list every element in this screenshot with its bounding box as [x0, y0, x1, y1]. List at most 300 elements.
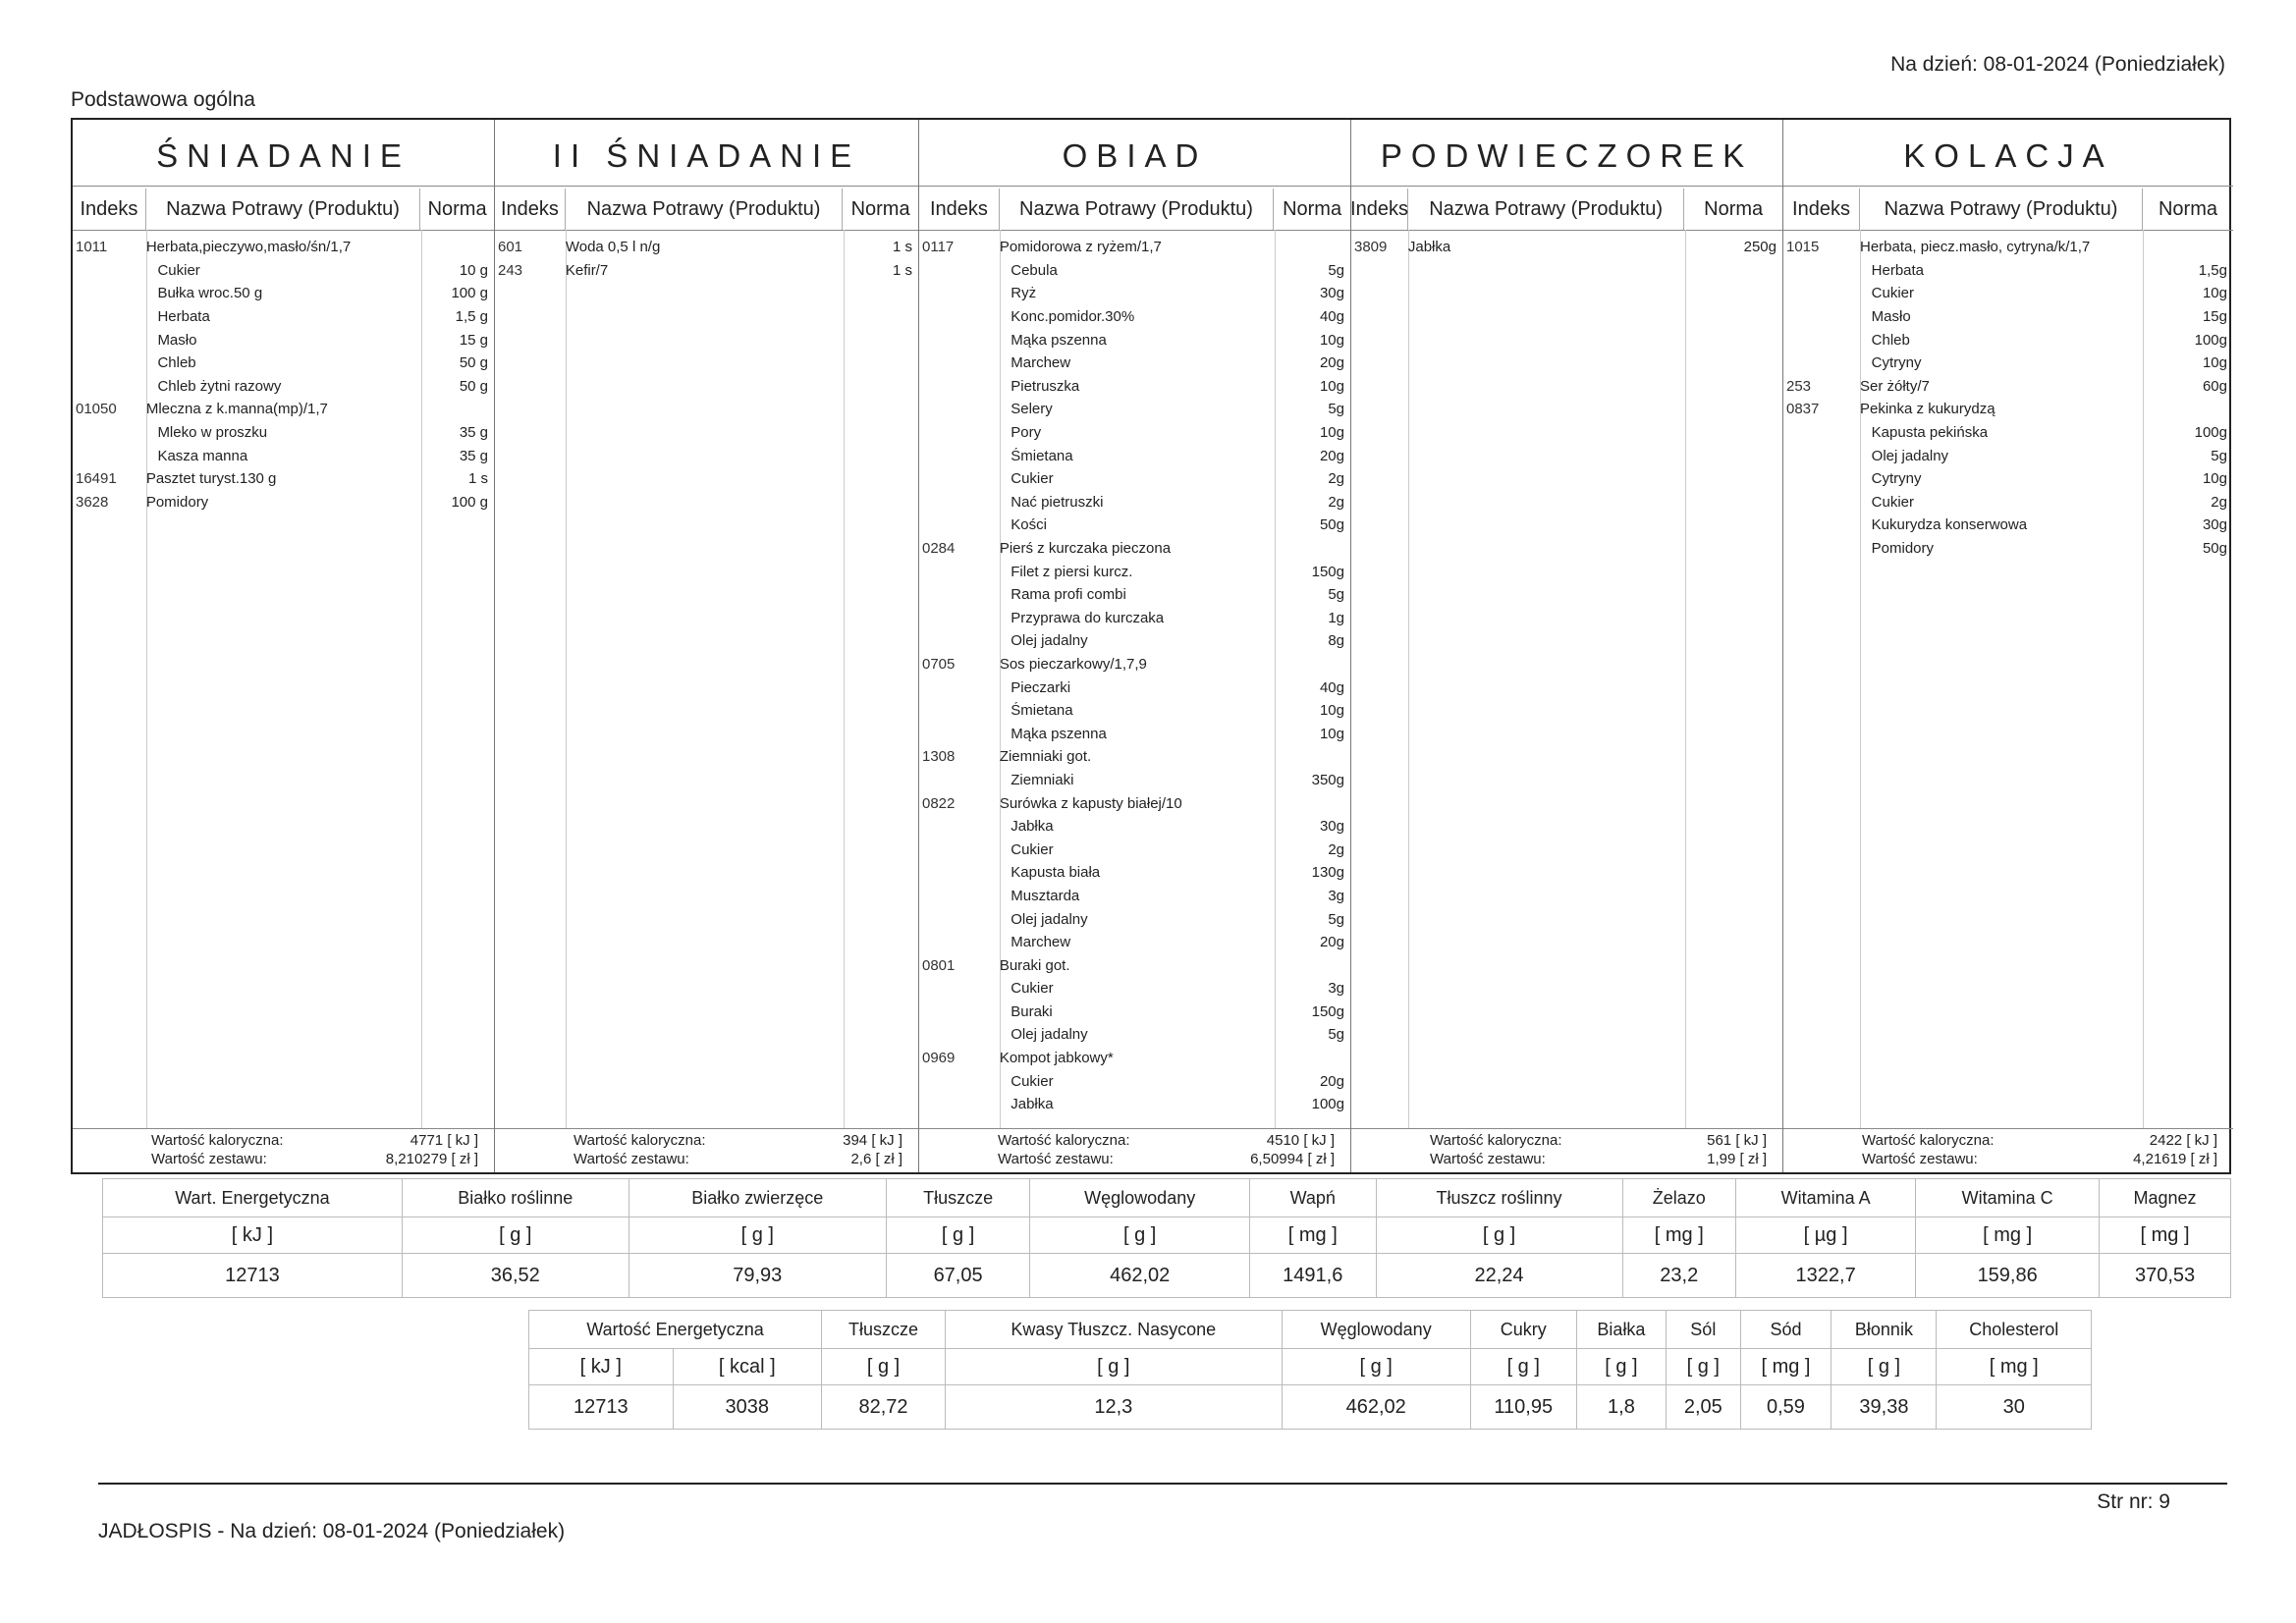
menu-row — [919, 514, 1350, 537]
column-headers — [73, 189, 494, 231]
menu-row — [1783, 444, 2233, 467]
ingredient-name: Kapusta biała — [1011, 864, 1101, 882]
nutrient-value: 0,59 — [1740, 1385, 1831, 1430]
meal-section — [1783, 120, 2233, 1172]
cost-value: 8,210279 [ zł ] — [385, 1151, 478, 1167]
nutrient-row — [529, 1349, 2092, 1385]
row-index: 1011 — [76, 239, 108, 256]
row-index: 243 — [498, 261, 523, 279]
menu-row — [73, 259, 494, 283]
menu-row — [919, 352, 1350, 375]
nutrient-row — [103, 1254, 2231, 1298]
column-header-index: Indeks — [1783, 189, 1860, 230]
energy-value: 394 [ kJ ] — [843, 1132, 902, 1149]
row-index: 01050 — [76, 401, 117, 418]
footer-rule — [98, 1483, 2227, 1485]
nutrient-unit: [ g ] — [945, 1349, 1282, 1385]
dish-name: Herbata,pieczywo,masło/śn/1,7 — [145, 239, 352, 256]
menu-row — [919, 861, 1350, 885]
nutrient-value: 1491,6 — [1249, 1254, 1376, 1298]
menu-row — [919, 1093, 1350, 1116]
ingredient-name: Cytryny — [1871, 354, 1922, 372]
row-norm: 20g — [1319, 1072, 1344, 1090]
nutrient-unit: [ g ] — [402, 1217, 629, 1254]
nutrient-value: 1,8 — [1576, 1385, 1666, 1430]
menu-row — [1783, 537, 2233, 561]
menu-row — [73, 305, 494, 329]
energy-value: 4771 [ kJ ] — [410, 1132, 478, 1149]
dish-name: Herbata, piecz.masło, cytryna/k/1,7 — [1860, 239, 2091, 256]
menu-row — [73, 444, 494, 467]
nutrient-label: Cholesterol — [1937, 1311, 2092, 1349]
energy-label: Wartość kaloryczna: — [1862, 1132, 1995, 1149]
energy-label: Wartość kaloryczna: — [574, 1132, 706, 1149]
column-divider — [844, 230, 845, 1129]
row-norm: 5g — [1328, 1026, 1344, 1044]
ingredient-name: Pieczarki — [1011, 678, 1071, 696]
nutrient-value: 159,86 — [1916, 1254, 2100, 1298]
column-divider — [1408, 230, 1409, 1129]
nutrient-unit: [ g ] — [629, 1217, 886, 1254]
row-norm: 3g — [1328, 887, 1344, 904]
ingredient-name: Selery — [1011, 401, 1053, 418]
meal-title: II ŚNIADANIE — [495, 130, 918, 187]
nutrient-value: 12713 — [103, 1254, 403, 1298]
nutrient-label: Białka — [1576, 1311, 1666, 1349]
nutrient-unit: [ g ] — [1831, 1349, 1937, 1385]
row-norm: 40g — [1319, 308, 1344, 326]
menu-row — [919, 653, 1350, 676]
row-norm: 100g — [2194, 331, 2227, 349]
row-index: 1015 — [1786, 239, 1820, 256]
menu-row — [919, 722, 1350, 745]
nutrient-label: Cukry — [1470, 1311, 1576, 1349]
row-norm: 5g — [1328, 586, 1344, 604]
menu-row — [1783, 236, 2233, 259]
cost-label: Wartość zestawu: — [574, 1151, 689, 1167]
row-norm: 30g — [1319, 285, 1344, 302]
menu-row — [1783, 467, 2233, 491]
meal-summary — [73, 1128, 494, 1172]
ingredient-name: Mąka pszenna — [1011, 725, 1107, 742]
menu-row — [919, 1069, 1350, 1093]
row-norm: 1,5 g — [455, 308, 489, 326]
nutrient-label: Błonnik — [1831, 1311, 1937, 1349]
menu-row — [1783, 259, 2233, 283]
menu-row — [919, 421, 1350, 445]
menu-row — [1783, 282, 2233, 305]
row-norm: 40g — [1319, 678, 1344, 696]
meal-summary — [1783, 1128, 2233, 1172]
row-norm: 5g — [1328, 261, 1344, 279]
row-norm: 250g — [1743, 239, 1777, 256]
column-header-name: Nazwa Potrawy (Produktu) — [1860, 189, 2143, 230]
ingredient-name: Ziemniaki — [1011, 771, 1074, 788]
nutrient-label: Białko roślinne — [402, 1179, 629, 1217]
ingredient-name: Herbata — [157, 308, 210, 326]
menu-row — [919, 838, 1350, 861]
row-norm: 2g — [1328, 493, 1344, 511]
row-index: 3628 — [76, 493, 109, 511]
nutrient-unit: [ mg ] — [1937, 1349, 2092, 1385]
cost-label: Wartość zestawu: — [1862, 1151, 1978, 1167]
row-norm: 10g — [1319, 424, 1344, 442]
row-norm: 50 g — [459, 377, 489, 395]
menu-row — [919, 676, 1350, 699]
row-norm: 15 g — [459, 331, 489, 349]
menu-row — [919, 398, 1350, 421]
row-norm: 35 g — [459, 447, 489, 464]
nutrient-label: Sód — [1740, 1311, 1831, 1349]
column-header-name: Nazwa Potrawy (Produktu) — [1000, 189, 1274, 230]
ingredient-name: Ryż — [1011, 285, 1037, 302]
dish-name: Kompot jabkowy* — [999, 1050, 1114, 1067]
row-norm: 1,5g — [2198, 261, 2227, 279]
row-norm: 5g — [2211, 447, 2227, 464]
nutrient-row — [103, 1179, 2231, 1217]
nutrient-label: Węglowodany — [1282, 1311, 1470, 1349]
nutrient-unit: [ mg ] — [1740, 1349, 1831, 1385]
ingredient-name: Pory — [1011, 424, 1042, 442]
ingredient-name: Cukier — [157, 261, 200, 279]
nutrient-label: Wartość Energetyczna — [529, 1311, 822, 1349]
nutrient-unit: [ g ] — [1576, 1349, 1666, 1385]
row-norm: 20g — [1319, 447, 1344, 464]
meal-section — [1351, 120, 1783, 1172]
nutrient-unit: [ µg ] — [1735, 1217, 1915, 1254]
ingredient-name: Pomidory — [1871, 540, 1935, 558]
diet-plan-name: Podstawowa ogólna — [71, 88, 255, 111]
dish-name: Sos pieczarkowy/1,7,9 — [999, 655, 1147, 673]
nutrient-value: 462,02 — [1282, 1385, 1470, 1430]
row-norm: 100g — [2194, 424, 2227, 442]
nutrient-value: 1322,7 — [1735, 1254, 1915, 1298]
meal-summary — [919, 1128, 1350, 1172]
menu-row — [919, 607, 1350, 630]
nutrient-unit: [ kJ ] — [529, 1349, 674, 1385]
menu-row — [1783, 305, 2233, 329]
menu-row — [919, 491, 1350, 514]
meal-summary — [1351, 1128, 1782, 1172]
energy-label: Wartość kaloryczna: — [1430, 1132, 1562, 1149]
column-header-index: Indeks — [919, 189, 1000, 230]
energy-value: 561 [ kJ ] — [1707, 1132, 1767, 1149]
nutrient-summary-table — [102, 1178, 2231, 1298]
meal-summary — [495, 1128, 918, 1172]
nutrient-unit: [ mg ] — [1916, 1217, 2100, 1254]
row-index: 1308 — [922, 748, 956, 766]
menu-row — [1783, 328, 2233, 352]
nutrition-facts-table — [528, 1310, 2092, 1430]
menu-row — [919, 1047, 1350, 1070]
column-header-name: Nazwa Potrawy (Produktu) — [146, 189, 420, 230]
ingredient-name: Cebula — [1011, 261, 1058, 279]
ingredient-name: Marchew — [1011, 354, 1071, 372]
row-norm: 10g — [1319, 702, 1344, 720]
row-norm: 10g — [1319, 377, 1344, 395]
nutrient-label: Tłuszcze — [886, 1179, 1030, 1217]
row-norm: 1 s — [892, 239, 912, 256]
ingredient-name: Śmietana — [1011, 447, 1073, 464]
ingredient-name: Pietruszka — [1011, 377, 1080, 395]
column-header-index: Indeks — [495, 189, 566, 230]
row-norm: 1 s — [892, 261, 912, 279]
nutrient-value: 12713 — [529, 1385, 674, 1430]
nutrient-label: Kwasy Tłuszcz. Nasycone — [945, 1311, 1282, 1349]
menu-row — [919, 444, 1350, 467]
row-norm: 10 g — [459, 261, 489, 279]
nutrient-unit: [ g ] — [1470, 1349, 1576, 1385]
cost-value: 1,99 [ zł ] — [1707, 1151, 1767, 1167]
meal-title: PODWIECZOREK — [1351, 130, 1782, 187]
menu-row — [919, 1001, 1350, 1024]
nutrient-value: 370,53 — [2100, 1254, 2231, 1298]
menu-row — [73, 352, 494, 375]
ingredient-name: Buraki — [1011, 1002, 1053, 1020]
ingredient-name: Nać pietruszki — [1011, 493, 1104, 511]
row-norm: 2g — [1328, 470, 1344, 488]
menu-table — [71, 118, 2231, 1174]
meal-rows — [495, 236, 918, 282]
column-header-name: Nazwa Potrawy (Produktu) — [566, 189, 843, 230]
column-divider — [566, 230, 567, 1129]
row-index: 16491 — [76, 470, 117, 488]
ingredient-name: Olej jadalny — [1011, 910, 1088, 928]
dish-name: Jabłka — [1407, 239, 1451, 256]
ingredient-name: Chleb — [1871, 331, 1910, 349]
meal-rows — [73, 236, 494, 514]
row-norm: 20g — [1319, 934, 1344, 951]
menu-row — [919, 328, 1350, 352]
menu-row — [495, 236, 918, 259]
nutrient-label: Wapń — [1249, 1179, 1376, 1217]
column-header-index: Indeks — [1351, 189, 1408, 230]
energy-value: 4510 [ kJ ] — [1266, 1132, 1335, 1149]
dish-name: Ziemniaki got. — [999, 748, 1092, 766]
meal-section — [495, 120, 919, 1172]
row-norm: 10g — [1319, 725, 1344, 742]
ingredient-name: Rama profi combi — [1011, 586, 1126, 604]
row-norm: 50g — [2202, 540, 2227, 558]
row-index: 0801 — [922, 956, 956, 974]
nutrient-unit: [ g ] — [1282, 1349, 1470, 1385]
column-header-norm: Norma — [1283, 197, 1342, 220]
column-header-norm: Norma — [2158, 197, 2217, 220]
menu-row — [73, 375, 494, 399]
ingredient-name: Mąka pszenna — [1011, 331, 1107, 349]
nutrient-label: Witamina C — [1916, 1179, 2100, 1217]
menu-row — [919, 537, 1350, 561]
ingredient-name: Cukier — [1011, 470, 1054, 488]
ingredient-name: Marchew — [1011, 934, 1071, 951]
ingredient-name: Masło — [1871, 308, 1911, 326]
menu-row — [919, 259, 1350, 283]
row-norm: 2g — [2211, 493, 2227, 511]
menu-row — [919, 282, 1350, 305]
row-norm: 100 g — [451, 285, 489, 302]
menu-row — [919, 375, 1350, 399]
menu-row — [919, 305, 1350, 329]
nutrient-label: Tłuszcz roślinny — [1376, 1179, 1622, 1217]
row-norm: 5g — [1328, 910, 1344, 928]
ingredient-name: Masło — [157, 331, 197, 349]
menu-row — [73, 398, 494, 421]
menu-row — [919, 769, 1350, 792]
dish-name: Buraki got. — [999, 956, 1070, 974]
nutrient-value: 110,95 — [1470, 1385, 1576, 1430]
column-header-name: Nazwa Potrawy (Produktu) — [1408, 189, 1684, 230]
dish-name: Pomidorowa z ryżem/1,7 — [999, 239, 1162, 256]
nutrient-value: 39,38 — [1831, 1385, 1937, 1430]
row-index: 0969 — [922, 1050, 956, 1067]
nutrient-value: 23,2 — [1622, 1254, 1735, 1298]
ingredient-name: Przyprawa do kurczaka — [1011, 609, 1165, 626]
dish-name: Woda 0,5 l n/g — [565, 239, 661, 256]
dish-name: Mleczna z k.manna(mp)/1,7 — [145, 401, 328, 418]
row-norm: 130g — [1311, 864, 1344, 882]
ingredient-name: Cytryny — [1871, 470, 1922, 488]
ingredient-name: Musztarda — [1011, 887, 1080, 904]
nutrient-value: 82,72 — [822, 1385, 946, 1430]
nutrient-label: Sól — [1667, 1311, 1740, 1349]
row-index: 601 — [498, 239, 523, 256]
menu-row — [919, 467, 1350, 491]
nutrient-unit: [ g ] — [886, 1217, 1030, 1254]
row-norm: 30g — [1319, 818, 1344, 836]
menu-row — [919, 907, 1350, 931]
menu-row — [1783, 352, 2233, 375]
nutrient-unit: [ kJ ] — [103, 1217, 403, 1254]
nutrient-label: Magnez — [2100, 1179, 2231, 1217]
cost-value: 4,21619 [ zł ] — [2133, 1151, 2217, 1167]
menu-row — [73, 421, 494, 445]
nutrient-label: Tłuszcze — [822, 1311, 946, 1349]
menu-row — [919, 791, 1350, 815]
column-headers — [1351, 189, 1782, 231]
ingredient-name: Herbata — [1871, 261, 1925, 279]
report-date: Na dzień: 08-01-2024 (Poniedziałek) — [1890, 53, 2225, 76]
dish-name: Kefir/7 — [565, 261, 609, 279]
menu-row — [919, 885, 1350, 908]
menu-row — [73, 491, 494, 514]
menu-row — [1783, 421, 2233, 445]
nutrient-value: 12,3 — [945, 1385, 1282, 1430]
row-index: 253 — [1786, 377, 1812, 395]
menu-row — [919, 560, 1350, 583]
menu-row — [73, 236, 494, 259]
ingredient-name: Cukier — [1871, 285, 1915, 302]
row-norm: 10g — [2202, 470, 2227, 488]
menu-row — [919, 236, 1350, 259]
menu-row — [1351, 236, 1782, 259]
row-norm: 10g — [2202, 285, 2227, 302]
meal-rows — [1351, 236, 1782, 259]
nutrient-value: 79,93 — [629, 1254, 886, 1298]
row-norm: 350g — [1311, 771, 1344, 788]
ingredient-name: Jabłka — [1011, 1096, 1054, 1113]
ingredient-name: Olej jadalny — [1871, 447, 1949, 464]
row-index: 0284 — [922, 540, 956, 558]
menu-row — [73, 282, 494, 305]
menu-row — [1783, 491, 2233, 514]
row-norm: 1g — [1328, 609, 1344, 626]
menu-row — [1783, 398, 2233, 421]
nutrient-row — [529, 1311, 2092, 1349]
row-norm: 35 g — [459, 424, 489, 442]
nutrient-unit: [ kcal ] — [673, 1349, 822, 1385]
nutrient-label: Białko zwierzęce — [629, 1179, 886, 1217]
menu-row — [919, 1023, 1350, 1047]
meal-title: KOLACJA — [1783, 130, 2233, 187]
cost-label: Wartość zestawu: — [998, 1151, 1114, 1167]
menu-row — [495, 259, 918, 283]
ingredient-name: Mleko w proszku — [157, 424, 268, 442]
column-headers — [1783, 189, 2233, 231]
meal-title: OBIAD — [919, 130, 1350, 187]
nutrient-label: Węglowodany — [1030, 1179, 1250, 1217]
menu-row — [919, 629, 1350, 653]
ingredient-name: Chleb — [157, 354, 196, 372]
row-norm: 15g — [2202, 308, 2227, 326]
row-index: 0117 — [922, 239, 955, 256]
nutrient-value: 36,52 — [402, 1254, 629, 1298]
row-norm: 150g — [1311, 1002, 1344, 1020]
nutrient-value: 462,02 — [1030, 1254, 1250, 1298]
menu-row — [919, 745, 1350, 769]
row-index: 0705 — [922, 655, 956, 673]
ingredient-name: Kasza manna — [157, 447, 248, 464]
nutrient-unit: [ g ] — [822, 1349, 946, 1385]
row-norm: 100g — [1311, 1096, 1344, 1113]
ingredient-name: Bułka wroc.50 g — [157, 285, 263, 302]
ingredient-name: Olej jadalny — [1011, 632, 1088, 650]
menu-row — [1783, 375, 2233, 399]
row-norm: 150g — [1311, 563, 1344, 580]
dish-name: Pomidory — [145, 493, 209, 511]
dish-name: Ser żółty/7 — [1860, 377, 1930, 395]
cost-value: 2,6 [ zł ] — [850, 1151, 902, 1167]
row-norm: 20g — [1319, 354, 1344, 372]
nutrient-label: Wart. Energetyczna — [103, 1179, 403, 1217]
nutrient-row — [103, 1217, 2231, 1254]
ingredient-name: Cukier — [1011, 980, 1054, 998]
meal-rows — [919, 236, 1350, 1116]
meal-section — [919, 120, 1351, 1172]
energy-label: Wartość kaloryczna: — [151, 1132, 284, 1149]
row-index: 0837 — [1786, 401, 1820, 418]
row-norm: 60g — [2202, 377, 2227, 395]
ingredient-name: Olej jadalny — [1011, 1026, 1088, 1044]
page-footer: JADŁOSPIS - Na dzień: 08-01-2024 (Poniedziałek) — [98, 1520, 566, 1542]
menu-row — [919, 583, 1350, 607]
menu-row — [1783, 514, 2233, 537]
column-headers — [919, 189, 1350, 231]
nutrient-unit: [ g ] — [1030, 1217, 1250, 1254]
menu-row — [919, 699, 1350, 723]
nutrient-unit: [ mg ] — [2100, 1217, 2231, 1254]
nutrient-label: Żelazo — [1622, 1179, 1735, 1217]
nutrient-row — [529, 1385, 2092, 1430]
nutrient-label: Witamina A — [1735, 1179, 1915, 1217]
ingredient-name: Kości — [1011, 516, 1047, 534]
menu-row — [919, 815, 1350, 839]
row-index: 3809 — [1354, 239, 1388, 256]
nutrient-value: 67,05 — [886, 1254, 1030, 1298]
row-norm: 10g — [1319, 331, 1344, 349]
meal-section — [73, 120, 495, 1172]
dish-name: Pasztet turyst.130 g — [145, 470, 277, 488]
ingredient-name: Chleb żytni razowy — [157, 377, 282, 395]
